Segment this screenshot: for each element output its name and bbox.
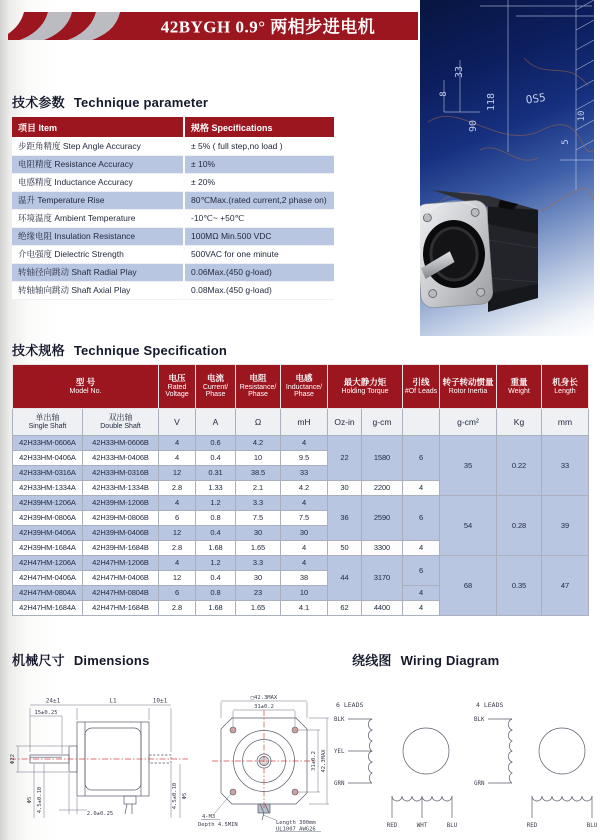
spec-cell: 0.8: [196, 511, 236, 526]
dim-label: Φ5: [27, 796, 33, 804]
blueprint-dim-label: OS5: [525, 90, 547, 107]
dim-label: 42.3MAX: [321, 749, 327, 773]
spec-cell: 35: [440, 436, 497, 496]
spec-cell: 2200: [362, 481, 403, 496]
spec-model-cell: 42H47HM-0804B: [83, 586, 159, 601]
spec-cell: 4: [403, 541, 440, 556]
spec-cell: 4: [159, 556, 196, 571]
param-table-row: [12, 173, 334, 191]
spec-cell: 6: [403, 496, 440, 541]
wiring-four-leads: [474, 701, 598, 829]
spec-cell: 0.4: [196, 571, 236, 586]
spec-cell: 0.8: [196, 586, 236, 601]
spec-model-cell: 42H33HM-0606A: [13, 436, 83, 451]
dim-label: 2.0±0.25: [86, 811, 114, 817]
spec-cell: 4: [403, 586, 440, 601]
spec-cell: 0.6: [196, 436, 236, 451]
spec-cell: 4: [281, 556, 328, 571]
spec-cell: 30: [328, 481, 362, 496]
spec-unit: Ω: [236, 409, 281, 436]
spec-model-cell: 42H47HM-1684A: [13, 601, 83, 616]
spec-cell: 4: [281, 541, 328, 556]
spec-model-cell: 42H39HM-1684B: [83, 541, 159, 556]
section-title-zh: 绕线图: [352, 653, 392, 668]
section-title-en: Technique Specification: [73, 343, 227, 358]
param-table-row: [12, 137, 334, 155]
lead-label: BLK: [474, 717, 485, 723]
spec-cell: 1.68: [196, 541, 236, 556]
section-title-wiring: [352, 650, 499, 669]
lead-label: YEL: [334, 749, 345, 755]
param-item: 电感精度 Inductance Accuracy: [12, 173, 184, 191]
spec-cell: 44: [328, 556, 362, 601]
spec-cell: 6: [159, 586, 196, 601]
spec-cell: 38.5: [236, 466, 281, 481]
param-value: 500VAC for one minute: [184, 245, 334, 263]
spec-cell: 4400: [362, 601, 403, 616]
dim-label: Length 300mm: [276, 820, 316, 826]
blueprint-dim-label: 10: [577, 110, 587, 122]
param-value: 80℃Max.(rated current,2 phase on): [184, 191, 334, 209]
spec-cell: 36: [328, 496, 362, 541]
spec-cell: 1580: [362, 436, 403, 481]
lead-label: RED: [526, 823, 538, 829]
spec-unit: mH: [281, 409, 328, 436]
dim-label: L1: [109, 697, 117, 705]
spec-model-cell: 42H39HM-1206A: [13, 496, 83, 511]
spec-cell: 47: [542, 556, 589, 616]
spec-cell: 1.65: [236, 541, 281, 556]
spec-header-inertia: 转子转动惯量 Rotor Inertia: [440, 365, 497, 409]
spec-model-cell: 42H39HM-0806B: [83, 511, 159, 526]
blueprint-dim-label: 8: [439, 91, 449, 97]
spec-unit: g-cm: [362, 409, 403, 436]
spec-header-row: [13, 365, 589, 409]
param-table-row: [12, 191, 334, 209]
dim-label: Depth 4.5MIN: [198, 822, 238, 828]
spec-cell: 4.1: [281, 601, 328, 616]
spec-cell: 38: [281, 571, 328, 586]
dim-label: 4.5±0.10: [37, 786, 43, 814]
spec-cell: 12: [159, 526, 196, 541]
spec-cell: 33: [281, 466, 328, 481]
spec-header-leads: 引线 #Of Leads: [403, 365, 440, 409]
sketch-overlay: [428, 58, 594, 212]
section-title-specification: [12, 340, 227, 359]
dim-label: 24±1: [45, 697, 61, 705]
dim-label: Φ5: [182, 792, 188, 800]
spec-cell: 2.8: [159, 601, 196, 616]
param-item: 转轴轴向跳动 Shaft Axial Play: [12, 281, 184, 299]
dim-label: □42.3MAX: [250, 695, 278, 701]
spec-cell: 2.8: [159, 481, 196, 496]
spec-cell: 12: [159, 466, 196, 481]
param-item: 电阻精度 Resistance Accuracy: [12, 155, 184, 173]
spec-unit: Kg: [497, 409, 542, 436]
section-title-zh: 机械尺寸: [12, 653, 65, 668]
spec-header-length: 机身长 Length: [542, 365, 589, 409]
param-value: ± 10%: [184, 155, 334, 173]
spec-unit: A: [196, 409, 236, 436]
section-title-zh: 技术参数: [12, 95, 65, 110]
spec-cell: 0.4: [196, 526, 236, 541]
param-table-row: [12, 227, 334, 245]
section-title-zh: 技术规格: [12, 343, 65, 358]
lead-label: BLU: [586, 823, 598, 829]
spec-cell: 12: [159, 571, 196, 586]
spec-cell: 30: [281, 526, 328, 541]
dimension-drawing-front-view: [196, 692, 334, 838]
lead-label: WHT: [416, 823, 428, 829]
dim-label: 15±0.25: [34, 710, 58, 716]
param-item: 环境温度 Ambient Temperature: [12, 209, 184, 227]
spec-cell: 4: [159, 451, 196, 466]
wiring-title: 6 LEADS: [336, 701, 364, 709]
param-header-row: [12, 117, 334, 137]
spec-model-cell: 42H47HM-1206A: [13, 556, 83, 571]
spec-cell: 6: [403, 436, 440, 481]
spec-cell: 0.31: [196, 466, 236, 481]
spec-cell: 7.5: [236, 511, 281, 526]
technique-specification-table: [12, 364, 589, 616]
spec-model-cell: 42H47HM-1684B: [83, 601, 159, 616]
param-value: ± 5% ( full step,no load ): [184, 137, 334, 155]
spec-cell: 4: [159, 496, 196, 511]
param-table-row: [12, 281, 334, 299]
spec-cell: 1.2: [196, 496, 236, 511]
spec-cell: 68: [440, 556, 497, 616]
spec-cell: 0.4: [196, 451, 236, 466]
param-header-spec: 规格 Specifications: [184, 117, 334, 137]
param-value: 0.08Max.(450 g-load): [184, 281, 334, 299]
param-item: 介电强度 Dielectric Strength: [12, 245, 184, 263]
dim-label: 10±1: [152, 697, 168, 705]
spec-cell: 2590: [362, 496, 403, 541]
spec-cell: 1.65: [236, 601, 281, 616]
dim-label: 4-M3: [202, 814, 216, 820]
param-table-row: [12, 155, 334, 173]
param-value: 100MΩ Min.500 VDC: [184, 227, 334, 245]
spec-header-voltage: 电压 Rated Voltage: [159, 365, 196, 409]
spec-cell: 1.33: [196, 481, 236, 496]
spec-header-resistance: 电阻 Resistance/ Phase: [236, 365, 281, 409]
param-table-row: [12, 209, 334, 227]
param-value: -10℃~ +50℃: [184, 209, 334, 227]
spec-cell: 4: [403, 601, 440, 616]
product-photo-panel: [420, 0, 594, 336]
lead-label: RED: [386, 823, 398, 829]
spec-cell: 2.1: [236, 481, 281, 496]
spec-model-cell: 42H47HM-0804A: [13, 586, 83, 601]
param-header-item: 项目 Item: [12, 117, 184, 137]
spec-table-row: [13, 556, 589, 571]
spec-model-cell: 42H33HM-0406A: [13, 451, 83, 466]
page-title: 42BYGH 0.9° 两相步进电机: [160, 17, 376, 37]
section-title-en: Technique parameter: [73, 95, 209, 110]
spec-model-cell: 42H33HM-0316A: [13, 466, 83, 481]
param-table-row: [12, 263, 334, 281]
dim-label: 31±0.2: [254, 704, 274, 710]
spec-cell: 4: [159, 436, 196, 451]
lead-label: GRN: [474, 781, 485, 787]
spec-model-cell: 42H33HM-0406B: [83, 451, 159, 466]
dim-label: 4.5±0.10: [172, 782, 178, 810]
wiring-six-leads: [334, 701, 458, 829]
spec-cell: 0.35: [497, 556, 542, 616]
param-item: 转轴径向跳动 Shaft Radial Play: [12, 263, 184, 281]
technique-parameter-table: [12, 117, 334, 300]
param-item: 绝缘电阻 Insulation Resistance: [12, 227, 184, 245]
spec-cell: 54: [440, 496, 497, 556]
param-value: ± 20%: [184, 173, 334, 191]
spec-cell: 4.2: [281, 481, 328, 496]
spec-model-cell: 42H39HM-0806A: [13, 511, 83, 526]
param-table-row: [12, 245, 334, 263]
spec-table-row: [13, 436, 589, 451]
spec-cell: 30: [236, 571, 281, 586]
spec-units-row: [13, 409, 589, 436]
spec-cell: 62: [328, 601, 362, 616]
spec-unit: g-cm²: [440, 409, 497, 436]
spec-header-torque: 最大静力矩 Holding Torque: [328, 365, 403, 409]
spec-model-cell: 42H47HM-0406A: [13, 571, 83, 586]
spec-cell: 3.3: [236, 556, 281, 571]
spec-cell: 1.2: [196, 556, 236, 571]
section-title-en: Dimensions: [73, 653, 150, 668]
dim-label: 31±0.2: [311, 751, 317, 771]
section-title-parameters: [12, 92, 208, 111]
dim-label: Φ22: [10, 754, 16, 764]
spec-cell: 4: [281, 436, 328, 451]
spec-model-cell: 42H39HM-1684A: [13, 541, 83, 556]
wiring-diagram: [330, 696, 598, 838]
spec-cell: 10: [281, 586, 328, 601]
spec-subheader-double-shaft: 双出轴 Double Shaft: [83, 409, 159, 436]
spec-cell: 10: [236, 451, 281, 466]
spec-cell: 4.2: [236, 436, 281, 451]
spec-model-cell: 42H39HM-0406B: [83, 526, 159, 541]
spec-model-cell: 42H47HM-0406B: [83, 571, 159, 586]
spec-cell: 3300: [362, 541, 403, 556]
wiring-title: 4 LEADS: [476, 701, 504, 709]
spec-cell: 6: [403, 556, 440, 586]
spec-cell: 6: [159, 511, 196, 526]
spec-cell: 9.5: [281, 451, 328, 466]
spec-table-row: [13, 496, 589, 511]
blueprint-dim-label: 33: [454, 65, 465, 79]
spec-header-current: 电流 Current/ Phase: [196, 365, 236, 409]
spec-model-cell: 42H33HM-1334A: [13, 481, 83, 496]
spec-subheader-single-shaft: 单出轴 Single Shaft: [13, 409, 83, 436]
spec-model-cell: 42H39HM-1206B: [83, 496, 159, 511]
lead-label: GRN: [334, 781, 345, 787]
blueprint-dim-label: 90: [468, 119, 479, 133]
lead-label: BLK: [334, 717, 345, 723]
spec-cell: 1.68: [196, 601, 236, 616]
spec-unit: mm: [542, 409, 589, 436]
spec-header-inductance: 电感 Inductance/ Phase: [281, 365, 328, 409]
spec-cell: 4: [281, 496, 328, 511]
spec-cell: 2.8: [159, 541, 196, 556]
section-title-dimensions: [12, 650, 150, 669]
spec-cell: 0.22: [497, 436, 542, 496]
section-title-en: Wiring Diagram: [400, 653, 500, 668]
lead-label: BLU: [446, 823, 458, 829]
spec-header-model: 型 号 Model No.: [13, 365, 159, 409]
blueprint-dim-label: 5: [561, 139, 571, 145]
param-value: 0.06Max.(450 g-load): [184, 263, 334, 281]
spec-cell: 7.5: [281, 511, 328, 526]
spec-cell: 0.28: [497, 496, 542, 556]
spec-cell: 3170: [362, 556, 403, 601]
spec-model-cell: 42H33HM-0606B: [83, 436, 159, 451]
spec-model-cell: 42H39HM-0406A: [13, 526, 83, 541]
stepper-motor-photo: [420, 190, 538, 312]
dimension-drawing-side-view: [4, 692, 196, 838]
param-item: 温升 Temperature Rise: [12, 191, 184, 209]
spec-header-weight: 重量 Weight: [497, 365, 542, 409]
dim-label: UL1007 AWG26: [276, 826, 316, 833]
spec-cell: 30: [236, 526, 281, 541]
spec-cell: 4: [403, 481, 440, 496]
spec-cell: 39: [542, 496, 589, 556]
spec-unit: Oz-in: [328, 409, 362, 436]
spec-unit: V: [159, 409, 196, 436]
spec-model-cell: 42H33HM-1334B: [83, 481, 159, 496]
param-item: 步距角精度 Step Angle Accuracy: [12, 137, 184, 155]
spec-cell: 22: [328, 436, 362, 481]
spec-unit: [403, 409, 440, 436]
title-banner: [8, 8, 418, 52]
spec-cell: 23: [236, 586, 281, 601]
spec-cell: 50: [328, 541, 362, 556]
spec-model-cell: 42H47HM-1206B: [83, 556, 159, 571]
blueprint-dim-label: 118: [486, 92, 497, 112]
spec-cell: 3.3: [236, 496, 281, 511]
spec-model-cell: 42H33HM-0316B: [83, 466, 159, 481]
blueprint-background: [420, 0, 594, 336]
spec-cell: 33: [542, 436, 589, 496]
